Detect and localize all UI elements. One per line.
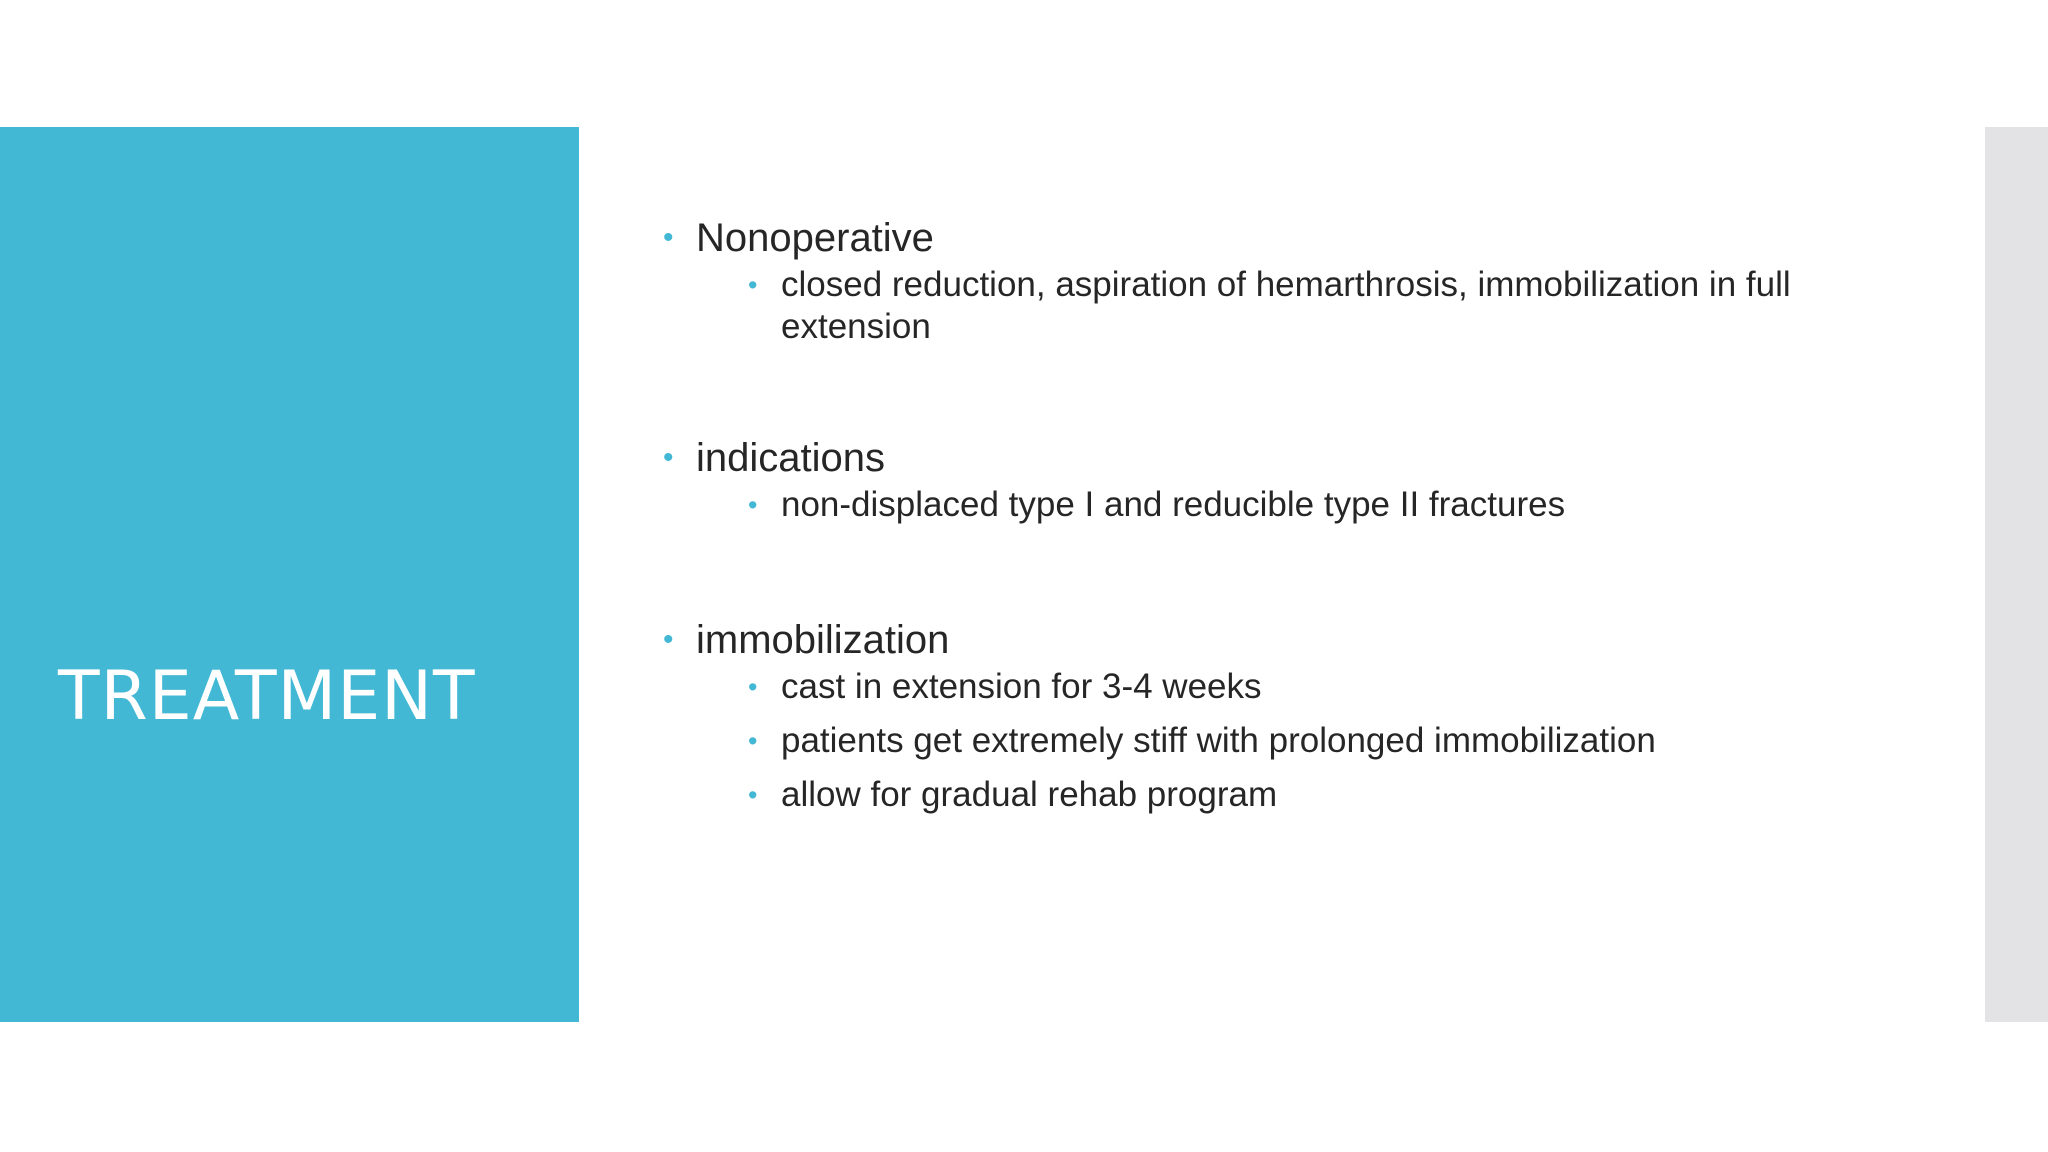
sub-bullet-dot-icon: • bbox=[748, 490, 758, 520]
right-accent-strip bbox=[1985, 127, 2048, 1022]
sub-bullet-text: cast in extension for 3-4 weeks bbox=[781, 667, 1262, 706]
sub-bullet-dot-icon: • bbox=[748, 672, 758, 702]
sub-bullet-text: allow for gradual rehab program bbox=[781, 775, 1278, 814]
bullet-heading bbox=[660, 614, 1860, 666]
sub-bullet-text: non-displaced type I and reducible type II fractures bbox=[781, 485, 1566, 524]
bullet-heading-text: immobilization bbox=[696, 618, 950, 662]
sub-bullet bbox=[660, 774, 1860, 816]
sub-bullet bbox=[660, 484, 1860, 526]
bullet-section-nonoperative bbox=[660, 212, 1860, 348]
title-panel bbox=[0, 127, 579, 1022]
sub-bullet-dot-icon: • bbox=[748, 780, 758, 810]
sub-bullet bbox=[660, 720, 1860, 762]
bullet-dot-icon: • bbox=[663, 441, 674, 474]
sub-bullet bbox=[660, 264, 1860, 348]
slide-title: TREATMENT bbox=[58, 657, 476, 736]
sub-bullet bbox=[660, 666, 1860, 708]
bullet-dot-icon: • bbox=[663, 623, 674, 656]
sub-bullet-text: closed reduction, aspiration of hemarthrosis, immobilization in full extension bbox=[781, 265, 1791, 346]
bullet-list bbox=[660, 212, 1860, 816]
bullet-heading-text: Nonoperative bbox=[696, 216, 934, 260]
sub-bullet-dot-icon: • bbox=[748, 726, 758, 756]
sub-bullet-text: patients get extremely stiff with prolonged immobilization bbox=[781, 721, 1656, 760]
sub-bullet-dot-icon: • bbox=[748, 270, 758, 300]
bullet-section-immobilization bbox=[660, 614, 1860, 816]
bullet-dot-icon: • bbox=[663, 221, 674, 254]
bullet-heading bbox=[660, 212, 1860, 264]
bullet-section-indications bbox=[660, 432, 1860, 526]
bullet-heading-text: indications bbox=[696, 436, 886, 480]
bullet-heading bbox=[660, 432, 1860, 484]
